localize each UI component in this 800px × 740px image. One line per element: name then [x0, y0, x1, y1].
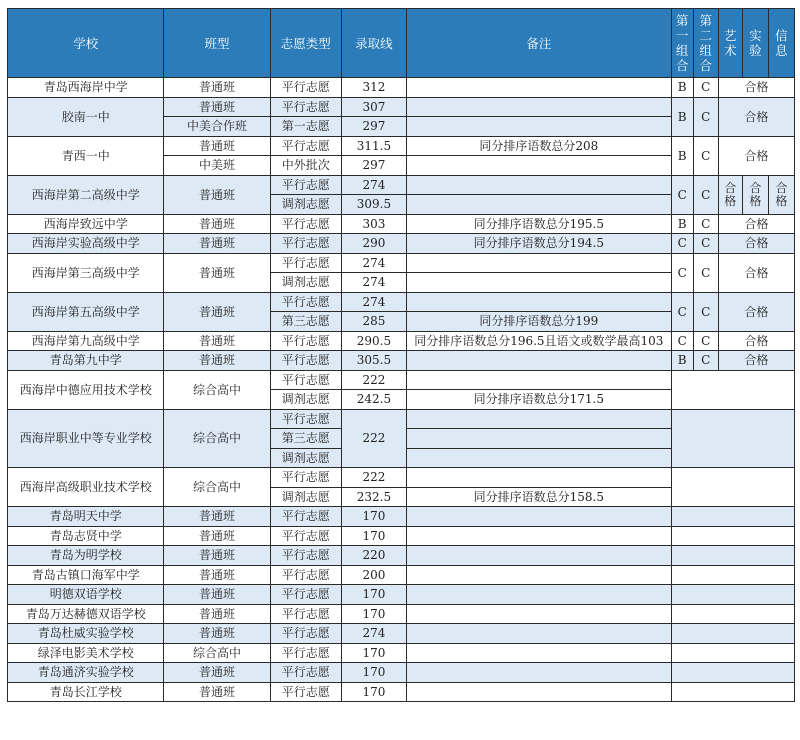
application-type: 平行志愿: [270, 682, 341, 702]
note: [406, 78, 671, 98]
class-type: 普通班: [164, 351, 270, 371]
first-combo-grade: C: [671, 234, 693, 254]
second-combo-grade: C: [693, 97, 718, 136]
skills-result: 合格: [718, 97, 794, 136]
first-combo-grade: B: [671, 136, 693, 175]
table-row: [8, 409, 795, 429]
skills-result: 合格: [718, 78, 794, 98]
class-type: 普通班: [164, 234, 270, 254]
note: 同分排序语数总分199: [406, 312, 671, 332]
subject-requirements-empty: [671, 565, 794, 585]
application-type: 平行志愿: [270, 565, 341, 585]
school-name: 西海岸实验高级中学: [8, 234, 164, 254]
school-name: 青岛万达赫德双语学校: [8, 604, 164, 624]
note: [406, 253, 671, 273]
note: [406, 643, 671, 663]
application-type: 平行志愿: [270, 351, 341, 371]
note: 同分排序语数总分158.5: [406, 487, 671, 507]
table-row: [8, 253, 795, 273]
class-type: 普通班: [164, 253, 270, 292]
application-type: 平行志愿: [270, 331, 341, 351]
table-row: [8, 97, 795, 117]
table-row: [8, 136, 795, 156]
table-row: [8, 565, 795, 585]
school-name: 西海岸职业中等专业学校: [8, 409, 164, 468]
school-name: 青岛通济实验学校: [8, 663, 164, 683]
admission-score: 170: [341, 526, 406, 546]
admission-score: 170: [341, 585, 406, 605]
application-type: 平行志愿: [270, 78, 341, 98]
admission-score: 170: [341, 682, 406, 702]
header-notes: 备注: [406, 9, 671, 78]
header-class-type: 班型: [164, 9, 270, 78]
info-result: 合格: [768, 175, 794, 214]
skills-result: 合格: [718, 234, 794, 254]
note: [406, 585, 671, 605]
class-type: 综合高中: [164, 468, 270, 507]
note: [406, 682, 671, 702]
note: [406, 565, 671, 585]
note: 同分排序语数总分194.5: [406, 234, 671, 254]
note: [406, 292, 671, 312]
table-row: [8, 78, 795, 98]
admission-score: 312: [341, 78, 406, 98]
subject-requirements-empty: [671, 468, 794, 507]
table-row: [8, 663, 795, 683]
note: [406, 175, 671, 195]
application-type: 第一志愿: [270, 117, 341, 137]
school-name: 青西一中: [8, 136, 164, 175]
note: [406, 351, 671, 371]
application-type: 平行志愿: [270, 175, 341, 195]
school-name: 青岛为明学校: [8, 546, 164, 566]
class-type: 综合高中: [164, 643, 270, 663]
class-type: 综合高中: [164, 370, 270, 409]
header-application-type: 志愿类型: [270, 9, 341, 78]
application-type: 平行志愿: [270, 526, 341, 546]
class-type: 普通班: [164, 604, 270, 624]
note: [406, 663, 671, 683]
admission-score: 170: [341, 604, 406, 624]
application-type: 平行志愿: [270, 370, 341, 390]
admission-score: 285: [341, 312, 406, 332]
note: [406, 448, 671, 468]
second-combo-grade: C: [693, 78, 718, 98]
subject-requirements-empty: [671, 546, 794, 566]
class-type: 普通班: [164, 214, 270, 234]
note: [406, 273, 671, 293]
school-name: 西海岸第二高级中学: [8, 175, 164, 214]
table-row: [8, 292, 795, 312]
school-name: 青岛长江学校: [8, 682, 164, 702]
skills-result: 合格: [718, 136, 794, 175]
admission-score: 290.5: [341, 331, 406, 351]
note: [406, 468, 671, 488]
skills-result: 合格: [718, 292, 794, 331]
admission-score: 242.5: [341, 390, 406, 410]
application-type: 调剂志愿: [270, 273, 341, 293]
table-row: [8, 526, 795, 546]
application-type: 调剂志愿: [270, 195, 341, 215]
class-type: 普通班: [164, 331, 270, 351]
application-type: 调剂志愿: [270, 448, 341, 468]
application-type: 平行志愿: [270, 643, 341, 663]
school-name: 西海岸高级职业技术学校: [8, 468, 164, 507]
admission-score: 311.5: [341, 136, 406, 156]
admission-score: 170: [341, 643, 406, 663]
note: [406, 97, 671, 117]
application-type: 平行志愿: [270, 234, 341, 254]
header-first-combo: 第一组合: [671, 9, 693, 78]
note: [406, 429, 671, 449]
admission-score: 222: [341, 370, 406, 390]
school-name: 青岛西海岸中学: [8, 78, 164, 98]
admission-score: 274: [341, 253, 406, 273]
admission-score: 274: [341, 175, 406, 195]
note: [406, 117, 671, 137]
subject-requirements-empty: [671, 663, 794, 683]
school-name: 胶南一中: [8, 97, 164, 136]
school-name: 青岛第九中学: [8, 351, 164, 371]
admission-score: 222: [341, 468, 406, 488]
admission-score: 297: [341, 156, 406, 176]
note: [406, 195, 671, 215]
school-name: 青岛志贤中学: [8, 526, 164, 546]
table-row: [8, 468, 795, 488]
table-body: [8, 78, 795, 702]
first-combo-grade: C: [671, 292, 693, 331]
second-combo-grade: C: [693, 175, 718, 214]
table-row: [8, 624, 795, 644]
table-row: [8, 585, 795, 605]
admission-score: 232.5: [341, 487, 406, 507]
second-combo-grade: C: [693, 214, 718, 234]
admission-score: 274: [341, 624, 406, 644]
second-combo-grade: C: [693, 331, 718, 351]
experiment-result: 合格: [742, 175, 768, 214]
header-second-combo: 第二组合: [693, 9, 718, 78]
second-combo-grade: C: [693, 136, 718, 175]
first-combo-grade: C: [671, 253, 693, 292]
subject-requirements-empty: [671, 526, 794, 546]
class-type: 中美合作班: [164, 117, 270, 137]
class-type: 综合高中: [164, 409, 270, 468]
header-admission-score: 录取线: [341, 9, 406, 78]
class-type: 普通班: [164, 682, 270, 702]
admission-score: 309.5: [341, 195, 406, 215]
subject-requirements-empty: [671, 409, 794, 468]
admission-score-table: [7, 8, 795, 702]
table-row: [8, 175, 795, 195]
admission-score: 222: [341, 409, 406, 468]
table-row: [8, 214, 795, 234]
class-type: 普通班: [164, 546, 270, 566]
header-experiment: 实验: [742, 9, 768, 78]
class-type: 普通班: [164, 585, 270, 605]
table-row: [8, 331, 795, 351]
note: 同分排序语数总分208: [406, 136, 671, 156]
admission-score: 170: [341, 507, 406, 527]
note: [406, 624, 671, 644]
application-type: 平行志愿: [270, 585, 341, 605]
note: [406, 507, 671, 527]
first-combo-grade: B: [671, 214, 693, 234]
admission-score: 290: [341, 234, 406, 254]
table-row: [8, 507, 795, 527]
first-combo-grade: C: [671, 331, 693, 351]
school-name: 明德双语学校: [8, 585, 164, 605]
application-type: 调剂志愿: [270, 487, 341, 507]
table-row: [8, 234, 795, 254]
class-type: 普通班: [164, 507, 270, 527]
first-combo-grade: B: [671, 97, 693, 136]
table-row: [8, 370, 795, 390]
first-combo-grade: B: [671, 351, 693, 371]
application-type: 调剂志愿: [270, 390, 341, 410]
application-type: 平行志愿: [270, 136, 341, 156]
application-type: 第三志愿: [270, 312, 341, 332]
subject-requirements-empty: [671, 507, 794, 527]
note: 同分排序语数总分171.5: [406, 390, 671, 410]
note: [406, 526, 671, 546]
school-name: 青岛杜威实验学校: [8, 624, 164, 644]
application-type: 平行志愿: [270, 546, 341, 566]
note: [406, 546, 671, 566]
admission-score: 297: [341, 117, 406, 137]
subject-requirements-empty: [671, 370, 794, 409]
admission-score: 200: [341, 565, 406, 585]
class-type: 普通班: [164, 136, 270, 156]
table-row: [8, 351, 795, 371]
school-name: 绿泽电影美术学校: [8, 643, 164, 663]
class-type: 普通班: [164, 78, 270, 98]
application-type: 中外批次: [270, 156, 341, 176]
skills-result: 合格: [718, 253, 794, 292]
skills-result: 合格: [718, 331, 794, 351]
admission-score: 307: [341, 97, 406, 117]
class-type: 普通班: [164, 526, 270, 546]
application-type: 平行志愿: [270, 214, 341, 234]
subject-requirements-empty: [671, 643, 794, 663]
class-type: 普通班: [164, 175, 270, 214]
subject-requirements-empty: [671, 604, 794, 624]
school-name: 青岛古镇口海军中学: [8, 565, 164, 585]
note: [406, 604, 671, 624]
table-row: [8, 643, 795, 663]
subject-requirements-empty: [671, 585, 794, 605]
application-type: 平行志愿: [270, 409, 341, 429]
admission-score: 170: [341, 663, 406, 683]
application-type: 平行志愿: [270, 663, 341, 683]
school-name: 西海岸第五高级中学: [8, 292, 164, 331]
table-row: [8, 682, 795, 702]
note: [406, 156, 671, 176]
application-type: 平行志愿: [270, 624, 341, 644]
second-combo-grade: C: [693, 234, 718, 254]
class-type: 普通班: [164, 663, 270, 683]
note: [406, 370, 671, 390]
header-row: [8, 9, 795, 78]
note: [406, 409, 671, 429]
first-combo-grade: C: [671, 175, 693, 214]
application-type: 平行志愿: [270, 468, 341, 488]
application-type: 平行志愿: [270, 507, 341, 527]
application-type: 第三志愿: [270, 429, 341, 449]
table-row: [8, 546, 795, 566]
second-combo-grade: C: [693, 253, 718, 292]
note: 同分排序语数总分195.5: [406, 214, 671, 234]
skills-result: 合格: [718, 214, 794, 234]
admission-score: 303: [341, 214, 406, 234]
application-type: 平行志愿: [270, 292, 341, 312]
school-name: 西海岸致远中学: [8, 214, 164, 234]
application-type: 平行志愿: [270, 97, 341, 117]
subject-requirements-empty: [671, 682, 794, 702]
application-type: 平行志愿: [270, 253, 341, 273]
subject-requirements-empty: [671, 624, 794, 644]
header-school: 学校: [8, 9, 164, 78]
application-type: 平行志愿: [270, 604, 341, 624]
class-type: 普通班: [164, 292, 270, 331]
note: 同分排序语数总分196.5且语文或数学最高103: [406, 331, 671, 351]
admission-score: 274: [341, 273, 406, 293]
second-combo-grade: C: [693, 292, 718, 331]
skills-result: 合格: [718, 351, 794, 371]
school-name: 青岛明天中学: [8, 507, 164, 527]
admission-score: 305.5: [341, 351, 406, 371]
second-combo-grade: C: [693, 351, 718, 371]
class-type: 普通班: [164, 565, 270, 585]
school-name: 西海岸第九高级中学: [8, 331, 164, 351]
header-art: 艺术: [718, 9, 742, 78]
art-result: 合格: [718, 175, 742, 214]
class-type: 中美班: [164, 156, 270, 176]
class-type: 普通班: [164, 97, 270, 117]
admission-score: 220: [341, 546, 406, 566]
table-row: [8, 604, 795, 624]
class-type: 普通班: [164, 624, 270, 644]
header-info: 信息: [768, 9, 794, 78]
admission-score: 274: [341, 292, 406, 312]
first-combo-grade: B: [671, 78, 693, 98]
school-name: 西海岸中德应用技术学校: [8, 370, 164, 409]
school-name: 西海岸第三高级中学: [8, 253, 164, 292]
